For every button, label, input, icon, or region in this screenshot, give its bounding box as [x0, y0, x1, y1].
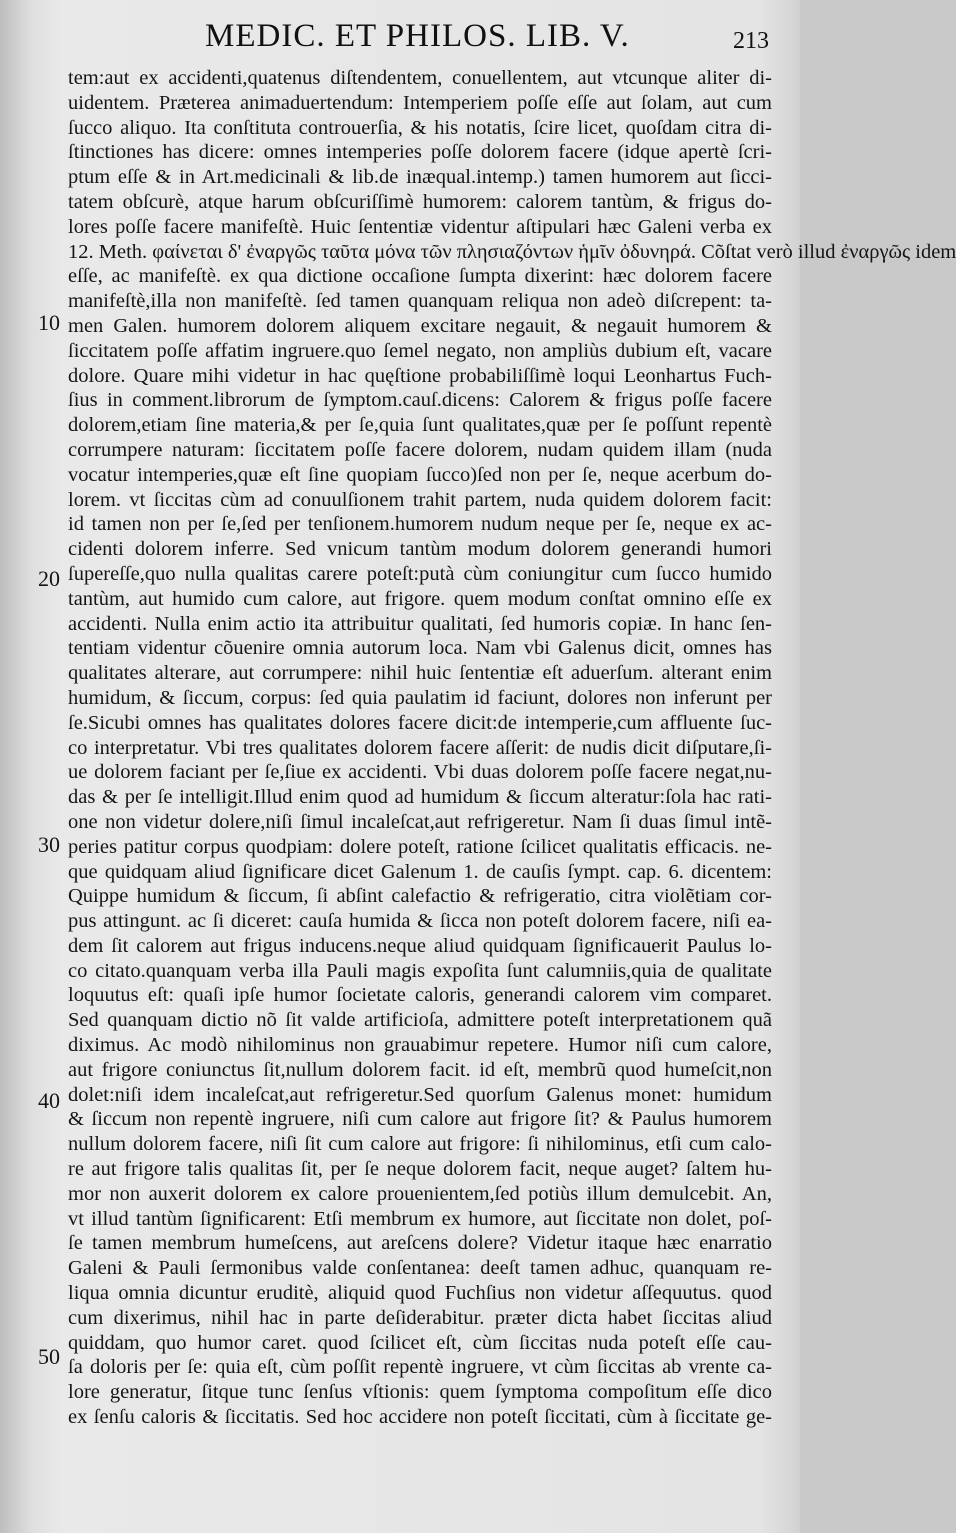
text-line: ſius in comment.librorum de ſymptom.cauſ.dicens: Calorem & frigus poſſe facere [68, 389, 772, 412]
text-line: lorem. vt ſiccitas cùm ad conuulſionem trahit partem, nuda quidem dolorem facit: [68, 488, 772, 511]
text-line: accidenti. Nulla enim actio ita attribuitur qualitati, ſed humoris copiæ. In hanc ſen- [68, 612, 772, 635]
text-line: peries patitur corpus quodpiam: dolere poteſt, ratione ſcilicet qualitatis efficacis. ne- [68, 835, 772, 858]
text-line: cum dixerimus, nihil hac in parte deſiderabitur. præter dicta habet ſiccitas aliud [68, 1306, 772, 1329]
text-line: re aut frigore talis qualitas ſit, per ſe neque dolorem facit, neque auget? ſaltem hu- [68, 1158, 772, 1181]
text-line: tentiam videntur cõuenire omnia autorum loca. Nam vbi Galenus dicit, omnes has [68, 637, 772, 660]
text-line: humidum, & ſiccum, corpus: ſed quia paulatim id faciunt, dolores non inferunt per [68, 686, 772, 709]
text-line: ſupereſſe,quo nulla qualitas carere poteſt:putà cùm coniungitur cum ſucco humido [68, 562, 772, 585]
text-line: co citato.quanquam verba illa Pauli magis expoſita ſunt calumniis,quia de qualitate [68, 959, 772, 982]
text-line: das & per ſe intelligit.Illud enim quod ad humidum & ſiccum alteratur:ſola hac rati- [68, 786, 772, 809]
text-line: vocatur intemperies,quæ eſt ſine quopiam ſucco)ſed non per ſe, neque acerbum do- [68, 463, 772, 486]
text-line: pus attingunt. ac ſi diceret: cauſa humida & ſicca non poteſt dolorem facere, niſi ea- [68, 910, 772, 933]
line-number: 10 [38, 310, 60, 335]
text-line: Galeni & Pauli ſermonibus valde conſentanea: deeſt tamen adhuc, quanquam re- [68, 1257, 772, 1280]
text-line: one non videtur dolere,niſi ſimul incaleſcat,aut refrigeretur. Nam ſi duas ſimul intẽ- [68, 810, 772, 833]
text-line: aut frigore coniunctus ſit,nullum dolorem facit. id eſt, membrũ quod humeſcit,non [68, 1058, 772, 1081]
text-line: liqua omnia dicuntur eruditè, aliquid quod Fuchſius non videtur aſſequutus. quod [68, 1282, 772, 1305]
running-head: MEDIC. ET PHILOS. LIB. V. [205, 18, 630, 54]
text-line: qualitates alterare, aut corrumpere: nihil huic ſententiæ eſt aduerſum. alterant enim [68, 662, 772, 685]
text-line: ex ſenſu caloris & ſiccitatis. Sed hoc accidere non poteſt ſiccitati, cùm à ſiccitate ge- [68, 1406, 772, 1429]
text-line: ſucco aliquo. Ita conſtituta controuerſia, & his notatis, ſcire licet, quoſdam citra di- [68, 116, 772, 139]
page-number: 213 [733, 28, 769, 54]
body-text [68, 66, 956, 1455]
text-line: cidenti dolorem inferre. Sed vnicum tantùm modum dolorem generandi humori [68, 538, 772, 561]
line-number: 50 [38, 1344, 60, 1369]
text-line: ſiccitatem poſſe affatim ingruere.quo ſemel negato, non ampliùs dubium eſt, vacare [68, 339, 772, 362]
text-line: mor non auxerit dolorem ex calore prouenientem,ſed potiùs illum demulcebit. An, [68, 1182, 772, 1205]
text-line: manifeſtè,illa non manifeſtè. ſed tamen quanquam reliqua non adeò diſcrepent: ta- [68, 290, 772, 313]
text-line: ſe tamen membrum humeſcens, aut areſcens dolere? Videtur itaque hæc enarratio [68, 1232, 772, 1255]
text-line: lore generatur, ſitque tunc ſenſus vſtionis: quem ſymptoma compoſitum eſſe dico [68, 1381, 772, 1404]
page-header [0, 18, 800, 58]
text-line: loquutus eſt: quaſi ipſe humor ſocietate caloris, generandi calorem vim comparet. [68, 984, 772, 1007]
text-line: ſa doloris per ſe: quia eſt, cùm poſſit repentè ingruere, vt cùm ſiccitas ab vrente ca- [68, 1356, 772, 1379]
text-line: dolore. Quare mihi videtur in hac quęſtione probabiliſſimè loqui Leonhartus Fuch- [68, 364, 772, 387]
text-line: ſe.Sicubi omnes has qualitates dolores facere dicit:de intemperie,cum affluente ſuc- [68, 711, 772, 734]
text-line: dem ſit calorem aut frigus inducens.neque aliud quidquam ſignificauerit Paulus lo- [68, 934, 772, 957]
line-number: 20 [38, 566, 60, 591]
text-line: tatem obſcurè, atque harum obſcuriſſimè humorem: calorem tantùm, & frigus do- [68, 190, 772, 213]
text-line: tantùm, aut humido cum calore, aut frigore. quem modum conſtat omnino eſſe ex [68, 587, 772, 610]
text-line: diximus. Ac modò nihilominus non grauabimur repetere. Humor niſi cum calore, [68, 1034, 772, 1057]
line-number: 30 [38, 832, 60, 857]
text-line [68, 1430, 772, 1455]
text-line: co interpretatur. Vbi tres qualitates dolorem facere aſſerit: de nudis dicit diſputare,ſi- [68, 736, 772, 759]
text-line: lores poſſe facere manifeſtè. Huic ſententiæ videntur aſtipulari hæc Galeni verba ex [68, 215, 772, 238]
text-line: nullum dolorem facere, niſi ſit cum calore aut frigore: ſi nihilominus, etſi cum calo- [68, 1133, 772, 1156]
text-line: tem:aut ex accidenti,quatenus diſtendentem, conuellentem, aut vtcunque aliter di- [68, 67, 772, 89]
text-line: dolet:niſi idem incaleſcat,aut refrigeretur.Sed quorſum Galenus monet: humidum [68, 1083, 772, 1106]
text-line: eſſe, ac manifeſtè. ex qua dictione occaſione ſumpta dixerint: hæc dolorem facere [68, 265, 772, 288]
text-line: ue dolorem faciant per ſe,ſiue ex accidenti. Vbi duas dolorem poſſe facere negat,nu- [68, 761, 772, 784]
text-line: ſtinctiones has dicere: omnes intemperies poſſe dolorem facere (idque apertè ſcri- [68, 141, 772, 164]
text-line: uidentem. Præterea animaduertendum: Intemperiem poſſe eſſe aut ſolam, aut cum [68, 91, 772, 114]
text-line: ptum eſſe & in Art.medicinali & lib.de inæqual.intemp.) tamen humorem aut ſicci- [68, 166, 772, 189]
text-line: 12. Meth. φαίνεται δ' ἐναργῶς ταῦτα μόνα τῶν πλησιαζόντων ἡμῖν ὀδυνηρά. Cõſtat verò illud ἐναργῶς idem [68, 240, 956, 263]
text-line: corrumpere naturam: ſiccitatem poſſe facere dolorem, nudam quidem illam (nuda [68, 438, 772, 461]
text-line: Sed quanquam dictio nõ ſit valde artificioſa, admittere poteſt interpretationem quã [68, 1009, 772, 1032]
line-number: 40 [38, 1088, 60, 1113]
text-line: Quippe humidum & ſiccum, ſi abſint calefactio & refrigeratio, citra violẽtiam cor- [68, 885, 772, 908]
text-line: dolorem,etiam ſine materia,& per ſe,quia ſunt qualitates,quæ per ſe poſſunt repentè [68, 414, 772, 437]
text-line: vt illud tantùm ſignificarent: Etſi membrum ex humore, aut ſiccitate non dolet, poſ- [68, 1207, 772, 1230]
text-line: que quidquam aliud ſignificare dicet Galenum 1. de cauſis ſympt. cap. 6. dicentem: [68, 860, 772, 883]
text-line: id tamen non per ſe,ſed per tenſionem.humorem nudum neque per ſe, neque ex ac- [68, 513, 772, 536]
text-line: quiddam, quo humor caret. quod ſcilicet eſt, cùm ſiccitas nuda poteſt eſſe cau- [68, 1331, 772, 1354]
text-line: men Galen. humorem dolorem aliquem excitare negauit, & negauit humorem & [68, 314, 772, 337]
text-line: & ſiccum non repentè ingruere, niſi cum calore aut frigore ſit? & Paulus humorem [68, 1108, 772, 1131]
